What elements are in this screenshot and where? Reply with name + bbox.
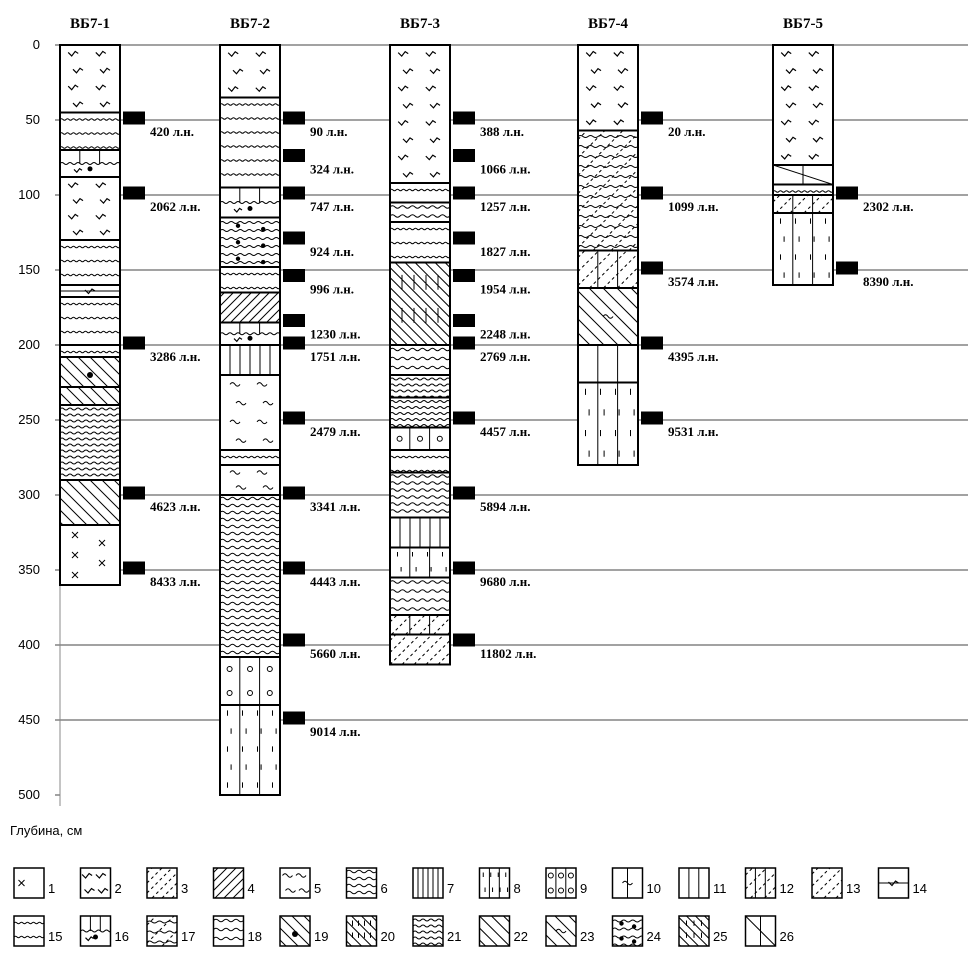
legend-item-3 bbox=[147, 868, 188, 898]
legend-number: 14 bbox=[912, 881, 927, 896]
radiocarbon-date: 8433 л.н. bbox=[150, 574, 201, 589]
legend-item-11 bbox=[679, 868, 727, 898]
radiocarbon-date: 9531 л.н. bbox=[668, 424, 719, 439]
radiocarbon-date: 1230 л.н. bbox=[310, 326, 361, 342]
legend-number: 20 bbox=[380, 929, 395, 944]
radiocarbon-date: 4623 л.н. bbox=[150, 499, 201, 514]
legend-number: 11 bbox=[713, 881, 727, 896]
legend-item-6 bbox=[347, 868, 388, 898]
radiocarbon-date: 2062 л.н. bbox=[150, 199, 201, 214]
sample-marker bbox=[283, 314, 305, 327]
radiocarbon-date: 1827 л.н. bbox=[480, 244, 531, 259]
radiocarbon-date: 1954 л.н. bbox=[480, 281, 531, 297]
legend-number: 5 bbox=[314, 881, 322, 896]
legend-number: 24 bbox=[646, 929, 661, 944]
radiocarbon-date: 420 л.н. bbox=[150, 124, 195, 139]
sediment-columns bbox=[60, 16, 914, 795]
legend-item-14 bbox=[879, 868, 927, 898]
sample-marker bbox=[453, 232, 475, 245]
legend-item-26 bbox=[746, 916, 794, 946]
radiocarbon-date: 20 л.н. bbox=[668, 124, 706, 139]
sample-marker bbox=[453, 487, 475, 500]
sample-marker bbox=[836, 187, 858, 200]
column-title: ВБ7-1 bbox=[70, 16, 110, 32]
sample-marker bbox=[283, 412, 305, 425]
column-background bbox=[390, 45, 450, 665]
legend-item-1 bbox=[14, 868, 55, 898]
column-ВБ7-4 bbox=[578, 16, 719, 465]
legend-number: 16 bbox=[114, 929, 129, 944]
radiocarbon-date: 2302 л.н. bbox=[863, 199, 914, 214]
legend-item-24 bbox=[613, 916, 661, 946]
radiocarbon-date: 11802 л.н. bbox=[480, 646, 537, 661]
legend-item-9 bbox=[546, 868, 587, 898]
sample-marker bbox=[453, 269, 475, 282]
sample-marker bbox=[123, 337, 145, 350]
legend-number: 7 bbox=[447, 881, 455, 896]
legend-number: 19 bbox=[314, 929, 329, 944]
legend-item-16 bbox=[81, 916, 129, 946]
legend-item-13 bbox=[812, 868, 860, 898]
radiocarbon-date: 388 л.н. bbox=[480, 124, 525, 139]
radiocarbon-date: 924 л.н. bbox=[310, 244, 355, 259]
sample-marker bbox=[641, 262, 663, 275]
sample-marker bbox=[283, 712, 305, 725]
legend-number: 6 bbox=[380, 881, 388, 896]
legend-item-2 bbox=[81, 868, 122, 898]
radiocarbon-date: 3341 л.н. bbox=[310, 499, 361, 514]
legend-number: 8 bbox=[513, 881, 521, 896]
legend-item-20 bbox=[347, 916, 395, 946]
legend-swatch bbox=[480, 868, 510, 898]
depth-tick-label: 50 bbox=[25, 112, 40, 127]
radiocarbon-date: 90 л.н. bbox=[310, 124, 348, 139]
radiocarbon-date: 324 л.н. bbox=[310, 161, 355, 177]
column-ВБ7-2 bbox=[220, 16, 361, 795]
legend-item-23 bbox=[546, 916, 594, 946]
sample-marker bbox=[283, 487, 305, 500]
column-ВБ7-3 bbox=[390, 16, 536, 665]
legend-item-19 bbox=[280, 916, 328, 946]
legend-number: 17 bbox=[181, 929, 196, 944]
column-title: ВБ7-4 bbox=[588, 16, 628, 32]
legend-item-22 bbox=[480, 916, 528, 946]
depth-tick-label: 250 bbox=[18, 412, 40, 427]
legend-item-7 bbox=[413, 868, 454, 898]
legend-item-5 bbox=[280, 868, 321, 898]
legend-number: 26 bbox=[779, 929, 794, 944]
sample-marker bbox=[123, 112, 145, 125]
radiocarbon-date: 1257 л.н. bbox=[480, 199, 531, 214]
sample-marker bbox=[453, 187, 475, 200]
sample-marker bbox=[641, 412, 663, 425]
legend-number: 21 bbox=[447, 929, 462, 944]
legend-swatch bbox=[147, 868, 177, 898]
radiocarbon-date: 5660 л.н. bbox=[310, 646, 361, 661]
sample-marker bbox=[123, 187, 145, 200]
legend-item-8 bbox=[480, 868, 521, 898]
legend-number: 4 bbox=[247, 881, 255, 896]
sample-marker bbox=[283, 634, 305, 647]
sample-marker bbox=[283, 112, 305, 125]
legend-swatch bbox=[679, 868, 709, 898]
radiocarbon-date: 3574 л.н. bbox=[668, 274, 719, 289]
radiocarbon-date: 9680 л.н. bbox=[480, 574, 531, 589]
legend-swatch bbox=[14, 868, 44, 898]
legend-number: 15 bbox=[48, 929, 63, 944]
legend bbox=[14, 868, 927, 946]
depth-tick-label: 0 bbox=[32, 37, 40, 52]
sample-marker bbox=[453, 149, 475, 162]
legend-number: 12 bbox=[779, 881, 794, 896]
sample-marker bbox=[453, 562, 475, 575]
radiocarbon-date: 4457 л.н. bbox=[480, 424, 531, 439]
legend-swatch bbox=[746, 868, 776, 898]
sample-marker bbox=[123, 562, 145, 575]
column-title: ВБ7-2 bbox=[230, 16, 270, 32]
sample-marker bbox=[453, 314, 475, 327]
legend-swatch bbox=[347, 916, 377, 946]
legend-number: 3 bbox=[181, 881, 189, 896]
radiocarbon-date: 4395 л.н. bbox=[668, 349, 719, 364]
radiocarbon-date: 9014 л.н. bbox=[310, 724, 361, 739]
sample-marker bbox=[123, 487, 145, 500]
radiocarbon-date: 1751 л.н. bbox=[310, 349, 361, 364]
depth-tick-label: 500 bbox=[18, 787, 40, 802]
radiocarbon-date: 2479 л.н. bbox=[310, 424, 361, 439]
legend-number: 13 bbox=[846, 881, 861, 896]
radiocarbon-date: 1066 л.н. bbox=[480, 161, 531, 177]
sample-marker bbox=[283, 187, 305, 200]
sample-marker bbox=[283, 562, 305, 575]
depth-tick-label: 200 bbox=[18, 337, 40, 352]
sample-marker bbox=[453, 634, 475, 647]
legend-item-4 bbox=[214, 868, 255, 898]
legend-swatch bbox=[280, 868, 310, 898]
radiocarbon-date: 1099 л.н. bbox=[668, 199, 719, 214]
column-ВБ7-5 bbox=[773, 16, 914, 289]
radiocarbon-date: 996 л.н. bbox=[310, 281, 355, 297]
legend-number: 2 bbox=[114, 881, 122, 896]
depth-tick-label: 150 bbox=[18, 262, 40, 277]
column-ВБ7-1 bbox=[60, 16, 201, 589]
radiocarbon-date: 2769 л.н. bbox=[480, 349, 531, 364]
legend-number: 25 bbox=[713, 929, 728, 944]
legend-number: 9 bbox=[580, 881, 588, 896]
depth-tick-label: 300 bbox=[18, 487, 40, 502]
radiocarbon-date: 4443 л.н. bbox=[310, 574, 361, 589]
legend-item-10 bbox=[613, 868, 661, 898]
radiocarbon-date: 8390 л.н. bbox=[863, 274, 914, 289]
legend-number: 22 bbox=[513, 929, 528, 944]
legend-swatch bbox=[81, 868, 111, 898]
radiocarbon-date: 2248 л.н. bbox=[480, 326, 531, 342]
legend-number: 23 bbox=[580, 929, 595, 944]
legend-item-15 bbox=[14, 916, 62, 946]
sample-marker bbox=[453, 112, 475, 125]
depth-axis-label: Глубина, см bbox=[10, 823, 83, 838]
legend-number: 10 bbox=[646, 881, 661, 896]
legend-item-17 bbox=[147, 916, 195, 946]
sample-marker bbox=[283, 337, 305, 350]
sample-marker bbox=[641, 112, 663, 125]
sample-marker bbox=[453, 337, 475, 350]
legend-item-18 bbox=[214, 916, 262, 946]
depth-tick-label: 100 bbox=[18, 187, 40, 202]
sample-marker bbox=[283, 149, 305, 162]
column-title: ВБ7-3 bbox=[400, 16, 440, 32]
legend-swatch bbox=[14, 916, 44, 946]
legend-item-25 bbox=[679, 916, 727, 946]
legend-item-21 bbox=[413, 916, 461, 946]
legend-number: 1 bbox=[48, 881, 56, 896]
sample-marker bbox=[836, 262, 858, 275]
column-background bbox=[220, 45, 280, 795]
sample-marker bbox=[641, 187, 663, 200]
radiocarbon-date: 5894 л.н. bbox=[480, 499, 531, 514]
sample-marker bbox=[641, 337, 663, 350]
radiocarbon-date: 3286 л.н. bbox=[150, 349, 201, 364]
sample-marker bbox=[283, 269, 305, 282]
sample-marker bbox=[283, 232, 305, 245]
depth-tick-label: 350 bbox=[18, 562, 40, 577]
legend-number: 18 bbox=[247, 929, 262, 944]
column-title: ВБ7-5 bbox=[783, 16, 823, 32]
sample-marker bbox=[453, 412, 475, 425]
depth-tick-label: 400 bbox=[18, 637, 40, 652]
radiocarbon-date: 747 л.н. bbox=[310, 199, 355, 214]
depth-tick-label: 450 bbox=[18, 712, 40, 727]
legend-item-12 bbox=[746, 868, 794, 898]
